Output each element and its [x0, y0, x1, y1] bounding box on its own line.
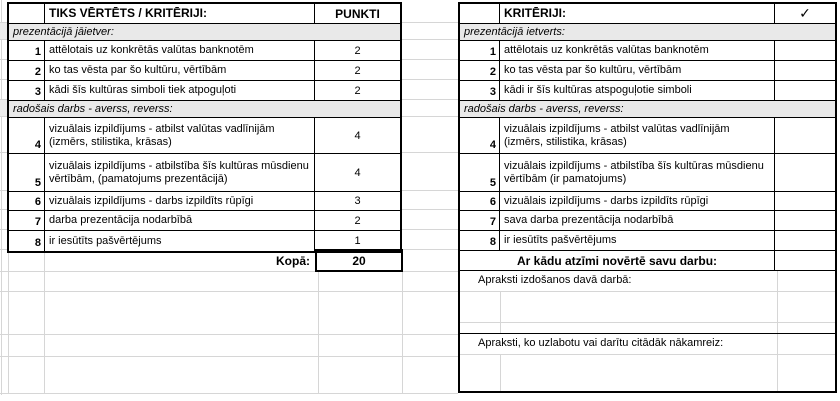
left-criteria-header: TIKS VĒRTĒTS / KRITĒRIJI:	[45, 4, 315, 23]
row-number: 7	[9, 211, 45, 230]
criteria-label: vizuālais izpildījums - atbilstība šīs kultūras mūsdienu vērtībām (ir pamatojums)	[500, 154, 775, 191]
left-header-num-cell	[9, 4, 45, 23]
grade-row	[460, 251, 835, 271]
right-header-row	[460, 4, 835, 24]
criteria-label: vizuālais izpildījums - atbilst valūtas vadlīnijām (izmērs, stilistika, krāsas)	[45, 118, 315, 153]
right-row-4	[460, 118, 835, 154]
row-number: 8	[460, 231, 500, 250]
total-label: Kopā:	[276, 254, 310, 268]
criteria-label: attēlotais uz konkrētās valūtas banknotēm	[45, 41, 315, 60]
criteria-label: sava darba prezentācija nodarbībā	[500, 211, 775, 230]
left-row-3	[9, 81, 400, 101]
check-cell[interactable]	[775, 192, 835, 210]
check-cell[interactable]	[775, 231, 835, 250]
left-row-7	[9, 211, 400, 231]
gridline	[402, 59, 458, 60]
right-row-7	[460, 211, 835, 231]
grade-question-label: Ar kādu atzīmi novērtē savu darbu:	[460, 251, 775, 270]
row-number: 2	[9, 61, 45, 80]
criteria-label: kādi ir šīs kultūras atspoguļotie simboli	[500, 81, 775, 100]
left-row-4	[9, 118, 400, 154]
row-number: 8	[9, 231, 45, 251]
section-row-fill	[0, 23, 7, 39]
gridline	[0, 334, 458, 335]
gridline	[0, 59, 7, 60]
left-row-2	[9, 61, 400, 81]
right-rubric-table	[458, 2, 837, 393]
right-section-presentation	[460, 24, 835, 41]
criteria-label: vizuālais izpildījums - darbs izpildīts rūpīgi	[45, 192, 315, 210]
points-value: 2	[354, 84, 361, 97]
gridline	[402, 116, 458, 117]
gridline	[0, 393, 458, 394]
improve-section-cell	[460, 334, 835, 391]
gridline	[402, 249, 458, 250]
right-row-3	[460, 81, 835, 101]
gridline	[0, 291, 458, 292]
left-section-creative	[9, 101, 400, 118]
gridline	[0, 249, 7, 250]
gridline	[0, 79, 7, 80]
check-cell[interactable]	[775, 118, 835, 153]
row-number: 5	[460, 154, 500, 191]
row-number: 2	[460, 61, 500, 80]
section-label: radošais darbs - averss, reverss:	[464, 103, 624, 115]
section-row-fill	[0, 100, 7, 116]
gridline	[0, 209, 7, 210]
points-value: 3	[354, 195, 361, 207]
right-row-8	[460, 231, 835, 251]
gridline	[402, 39, 458, 40]
check-cell[interactable]	[775, 61, 835, 80]
gridline	[402, 22, 458, 23]
gridline	[0, 190, 7, 191]
grade-cell[interactable]	[775, 251, 835, 270]
left-row-1	[9, 41, 400, 61]
gridline	[44, 251, 45, 393]
right-row-5	[460, 154, 835, 192]
gridline	[402, 229, 458, 230]
left-header-row	[9, 4, 400, 24]
check-cell[interactable]	[775, 81, 835, 100]
points-value: 2	[354, 64, 361, 77]
success-prompt: Apraksti izdošanos davā darbā:	[478, 274, 632, 286]
section-label: radošais darbs - averss, reverss:	[13, 103, 173, 115]
row-number: 3	[460, 81, 500, 100]
points-value: 2	[354, 214, 361, 227]
criteria-label: vizuālais izpildījums - atbilstība šīs kultūras mūsdienu vērtībām, (pamatojums prezentācijā)	[45, 154, 315, 191]
checkmark-icon: ✓	[799, 5, 811, 21]
gridline	[402, 209, 458, 210]
success-answer-area[interactable]	[460, 291, 835, 333]
criteria-label: attēlotais uz konkrētās valūtas banknotēm	[500, 41, 775, 60]
gridline	[402, 152, 458, 153]
right-criteria-header: KRITĒRIJI:	[500, 4, 775, 23]
gridline	[0, 152, 7, 153]
check-cell[interactable]	[775, 154, 835, 191]
improve-section	[460, 334, 835, 391]
points-value: 2	[354, 44, 361, 57]
check-cell[interactable]	[775, 41, 835, 60]
left-points-header: PUNKTI	[335, 6, 380, 21]
total-points-value: 20	[315, 249, 403, 272]
row-number: 1	[9, 41, 45, 60]
row-number: 7	[460, 211, 500, 230]
criteria-label: ir iesūtīts pašvērtējums	[500, 231, 775, 250]
points-value: 4	[354, 129, 361, 142]
gridline	[402, 190, 458, 191]
row-number: 6	[460, 192, 500, 210]
gridline	[0, 116, 7, 117]
row-number: 4	[9, 118, 45, 153]
criteria-label: ko tas vēsta par šo kultūru, vērtībām	[500, 61, 775, 80]
left-section-presentation	[9, 24, 400, 41]
left-row-8	[9, 231, 400, 251]
points-value: 1	[354, 235, 361, 247]
check-cell[interactable]	[775, 211, 835, 230]
gridline	[402, 271, 403, 393]
left-rubric-table	[7, 2, 402, 253]
right-row-6	[460, 192, 835, 211]
gridline	[402, 99, 458, 100]
section-label: prezentācijā ietverts:	[464, 26, 565, 38]
row-number: 6	[9, 192, 45, 210]
left-row-6	[9, 192, 400, 211]
right-row-1	[460, 41, 835, 61]
right-row-2	[460, 61, 835, 81]
gridline	[8, 251, 9, 393]
row-number: 5	[9, 154, 45, 191]
criteria-label: vizuālais izpildījums - darbs izpildīts rūpīgi	[500, 192, 775, 210]
criteria-label: ko tas vēsta par šo kultūru, vērtībām	[45, 61, 315, 80]
gridline	[402, 79, 458, 80]
criteria-label: vizuālais izpildījums - atbilst valūtas vadlīnijām (izmērs, stilistika, krāsas)	[500, 118, 775, 153]
success-section-cell	[460, 271, 835, 333]
criteria-label: darba prezentācija nodarbībā	[45, 211, 315, 230]
points-value: 4	[354, 166, 361, 179]
gridline	[0, 229, 7, 230]
gridline	[0, 356, 458, 357]
criteria-label: ir iesūtīts pašvērtējums	[45, 231, 315, 251]
improve-prompt: Apraksti, ko uzlabotu vai darītu citādāk nākamreiz:	[478, 337, 724, 349]
right-section-creative	[460, 101, 835, 118]
right-header-num-cell	[460, 4, 500, 23]
criteria-label: kādi šīs kultūras simboli tiek atpoguļoti	[45, 81, 315, 100]
success-section	[460, 271, 835, 334]
left-row-5	[9, 154, 400, 192]
row-number: 1	[460, 41, 500, 60]
section-label: prezentācijā jāietver:	[13, 26, 114, 38]
improve-answer-area[interactable]	[460, 354, 835, 391]
gridline	[318, 271, 319, 393]
gridline	[0, 39, 7, 40]
row-number: 4	[460, 118, 500, 153]
row-number: 3	[9, 81, 45, 100]
